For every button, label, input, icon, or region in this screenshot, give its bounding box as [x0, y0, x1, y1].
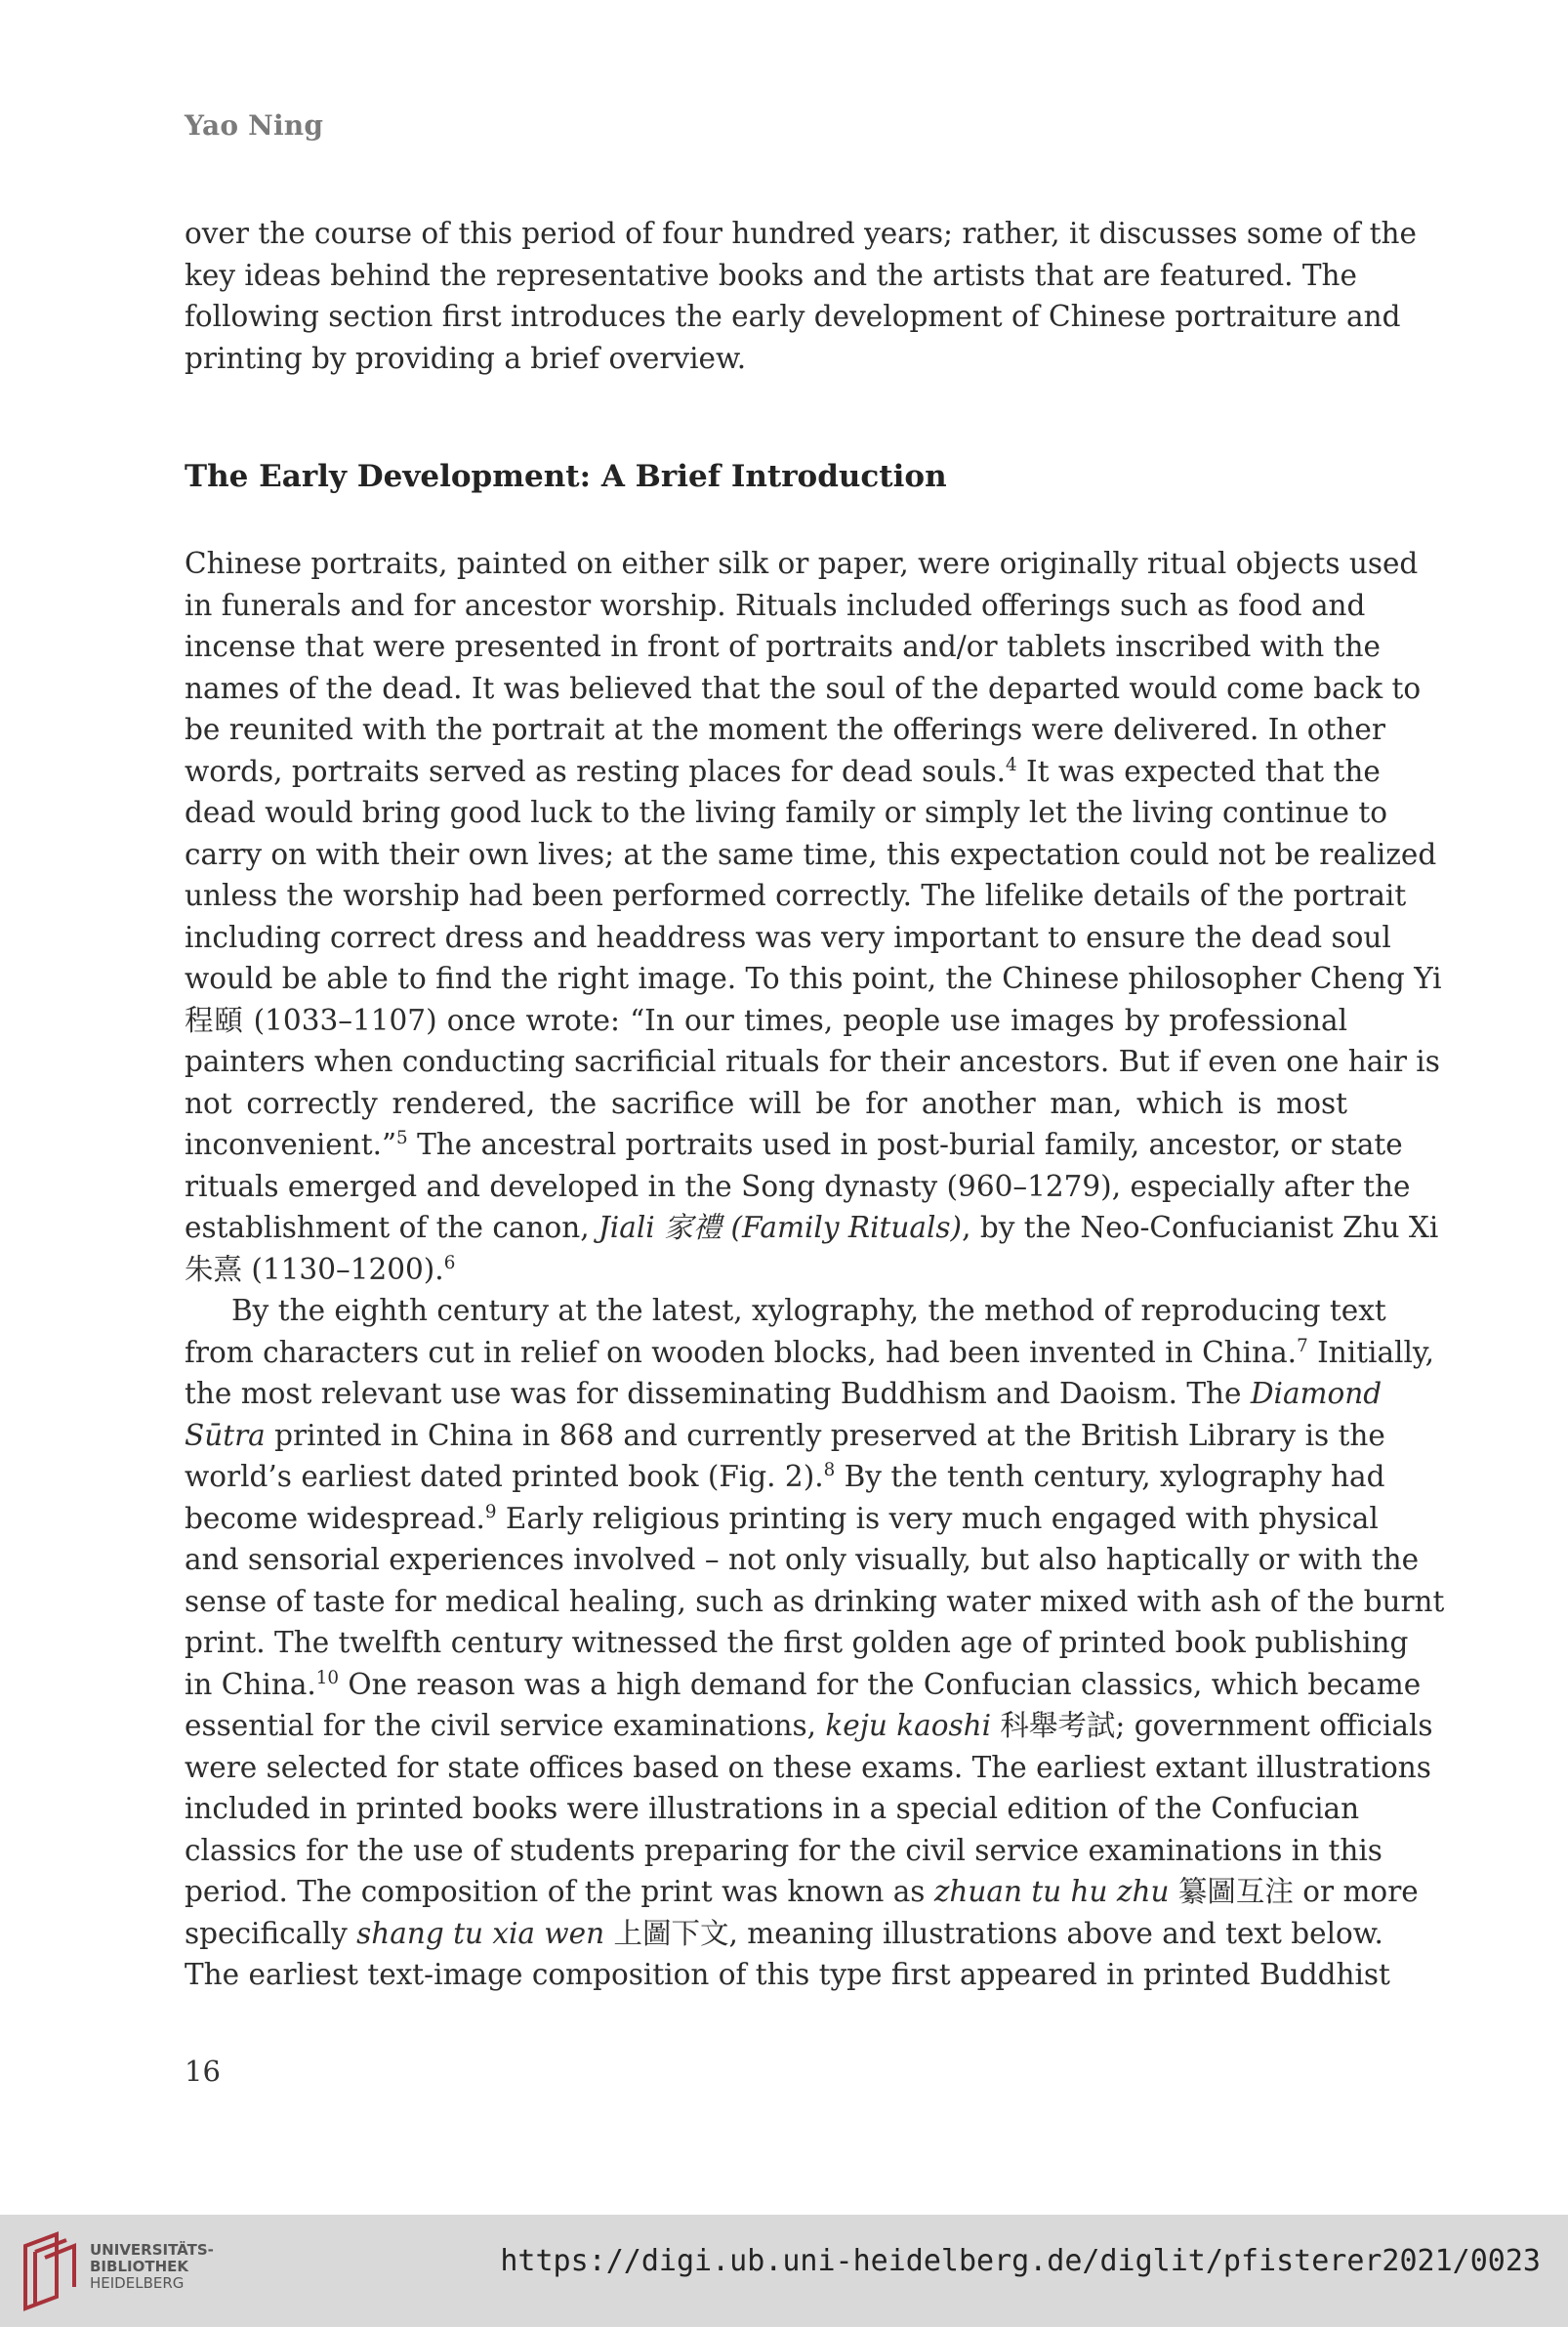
logo-line: HEIDELBERG [90, 2274, 185, 2292]
text-run: Early religious printing is very much engaged with physical [496, 1501, 1379, 1535]
text-line: painters when conducting sacrificial rituals for their ancestors. But if even one hair is [185, 1045, 1440, 1078]
text-line [185, 1332, 1435, 1374]
text-line [185, 1871, 1419, 1913]
text-run: One reason was a high demand for the Confucian classics, which became [339, 1667, 1422, 1701]
text-line: 程頤 (1033–1107) once wrote: “In our times, people use images by professional [185, 1003, 1347, 1037]
text-run: specifically [185, 1916, 357, 1950]
text-run: 上圖下文, meaning illustrations above and text below. [604, 1916, 1383, 1950]
text-line [185, 1124, 1403, 1166]
text-line: included in printed books were illustrations in a special edition of the Confucian [185, 1792, 1360, 1825]
text-line [185, 1498, 1379, 1540]
italic-term: keju kaoshi [825, 1709, 992, 1742]
italic-term: shang tu xia wen [356, 1916, 605, 1950]
italic-title: Jiali 家禮 (Family Rituals) [598, 1211, 963, 1244]
intro-paragraph [185, 213, 1417, 379]
text-line: key ideas behind the representative books and the artists that are featured. The [185, 258, 1357, 292]
text-line: would be able to find the right image. To this point, the Chinese philosopher Cheng Yi [185, 962, 1442, 995]
library-logo-text [90, 2242, 214, 2292]
text-line: Chinese portraits, painted on either silk or paper, were originally ritual objects used [185, 547, 1419, 580]
viewer-footer [0, 2215, 1568, 2327]
text-run: Initially, [1307, 1335, 1435, 1369]
text-run: By the tenth century, xylography had [835, 1460, 1385, 1493]
text-line: By the eighth century at the latest, xylography, the method of reproducing text [231, 1294, 1386, 1327]
italic-term: zhuan tu hu zhu [933, 1875, 1170, 1908]
text-line: incense that were presented in front of portraits and/or tablets inscribed with the [185, 630, 1381, 663]
running-head: Yao Ning [185, 109, 324, 142]
text-line [185, 1415, 1385, 1457]
text-line: over the course of this period of four hundred years; rather, it discusses some of the [185, 217, 1417, 250]
text-run: It was expected that the [1016, 754, 1381, 788]
footnote-ref[interactable]: 9 [484, 1501, 497, 1522]
text-run: printed in China in 868 and currently preserved at the British Library is the [265, 1418, 1385, 1452]
text-run: period. The composition of the print was known as [185, 1875, 934, 1908]
text-line: following section first introduces the early development of Chinese portraiture and [185, 300, 1401, 333]
footnote-ref[interactable]: 6 [443, 1252, 456, 1273]
text-run: The ancestral portraits used in post-burial family, ancestor, or state [407, 1128, 1403, 1161]
text-run: 科舉考試; government officials [991, 1709, 1433, 1742]
text-line: in funerals and for ancestor worship. Rituals included offerings such as food and [185, 588, 1366, 622]
footnote-ref[interactable]: 5 [396, 1128, 408, 1149]
text-line: The earliest text-image composition of this type first appeared in printed Buddhist [185, 1958, 1390, 1991]
text-line [185, 1913, 1383, 1955]
text-run: , by the Neo-Confucianist Zhu Xi [962, 1211, 1439, 1244]
text-line [185, 1456, 1385, 1498]
text-run: inconvenient.” [185, 1128, 397, 1161]
permalink-url[interactable]: https://digi.ub.uni-heidelberg.de/diglit/pfisterer2021/0023 [500, 2244, 1541, 2278]
text-run: in China. [185, 1667, 316, 1701]
text-line: including correct dress and headdress was very important to ensure the dead soul [185, 920, 1391, 954]
text-run: world’s earliest dated printed book (Fig. 2). [185, 1460, 824, 1493]
footnote-ref[interactable]: 8 [823, 1460, 836, 1481]
text-run: from characters cut in relief on wooden blocks, had been invented in China. [185, 1335, 1298, 1369]
logo-line: BIBLIOTHEK [90, 2258, 188, 2275]
italic-title: Diamond [1250, 1377, 1382, 1410]
text-line: and sensorial experiences involved – not only visually, but also haptically or with the [185, 1543, 1420, 1576]
text-line [185, 1373, 1382, 1415]
text-line [185, 1249, 1347, 1291]
text-line: classics for the use of students preparing for the civil service examinations in this [185, 1833, 1382, 1867]
text-line [185, 1664, 1422, 1706]
text-run: 朱熹 (1130–1200). [185, 1252, 444, 1286]
library-logo-icon [18, 2228, 76, 2312]
footnote-ref[interactable]: 10 [315, 1667, 340, 1688]
text-run: words, portraits served as resting places for dead souls. [185, 754, 1007, 788]
text-line [185, 751, 1381, 793]
text-line: be reunited with the portrait at the moment the offerings were delivered. In other [185, 713, 1385, 746]
text-run: essential for the civil service examinations, [185, 1709, 826, 1742]
text-line: sense of taste for medical healing, such as drinking water mixed with ash of the burnt [185, 1584, 1445, 1618]
italic-title: Sūtra [185, 1418, 266, 1452]
text-line: names of the dead. It was believed that the soul of the departed would come back to [185, 671, 1422, 705]
text-run: become widespread. [185, 1501, 485, 1535]
text-line: print. The twelfth century witnessed the first golden age of printed book publishing [185, 1626, 1409, 1659]
page-number: 16 [185, 2055, 221, 2088]
text-line [185, 1705, 1433, 1747]
text-line: not correctly rendered, the sacrifice will be for another man, which is most [185, 1086, 1347, 1120]
logo-line: UNIVERSITÄTS- [90, 2241, 214, 2259]
footnote-ref[interactable]: 7 [1297, 1335, 1308, 1356]
text-line: unless the worship had been performed correctly. The lifelike details of the portrait [185, 879, 1407, 912]
section-heading: The Early Development: A Brief Introduction [185, 459, 947, 494]
text-line: dead would bring good luck to the living family or simply let the living continue to [185, 796, 1387, 829]
text-line: were selected for state offices based on these exams. The earliest extant illustrations [185, 1750, 1431, 1784]
text-line [185, 1207, 1439, 1249]
text-line: rituals emerged and developed in the Song dynasty (960–1279), especially after the [185, 1169, 1411, 1203]
paragraph-portraits [185, 543, 1445, 1996]
text-run: establishment of the canon, [185, 1211, 598, 1244]
text-run: the most relevant use was for disseminating Buddhism and Daoism. The [185, 1377, 1251, 1410]
text-line: printing by providing a brief overview. [185, 341, 747, 375]
text-run: 纂圖互注 or more [1169, 1875, 1419, 1908]
footnote-ref[interactable]: 4 [1006, 754, 1017, 775]
text-line: carry on with their own lives; at the same time, this expectation could not be realized [185, 837, 1437, 871]
